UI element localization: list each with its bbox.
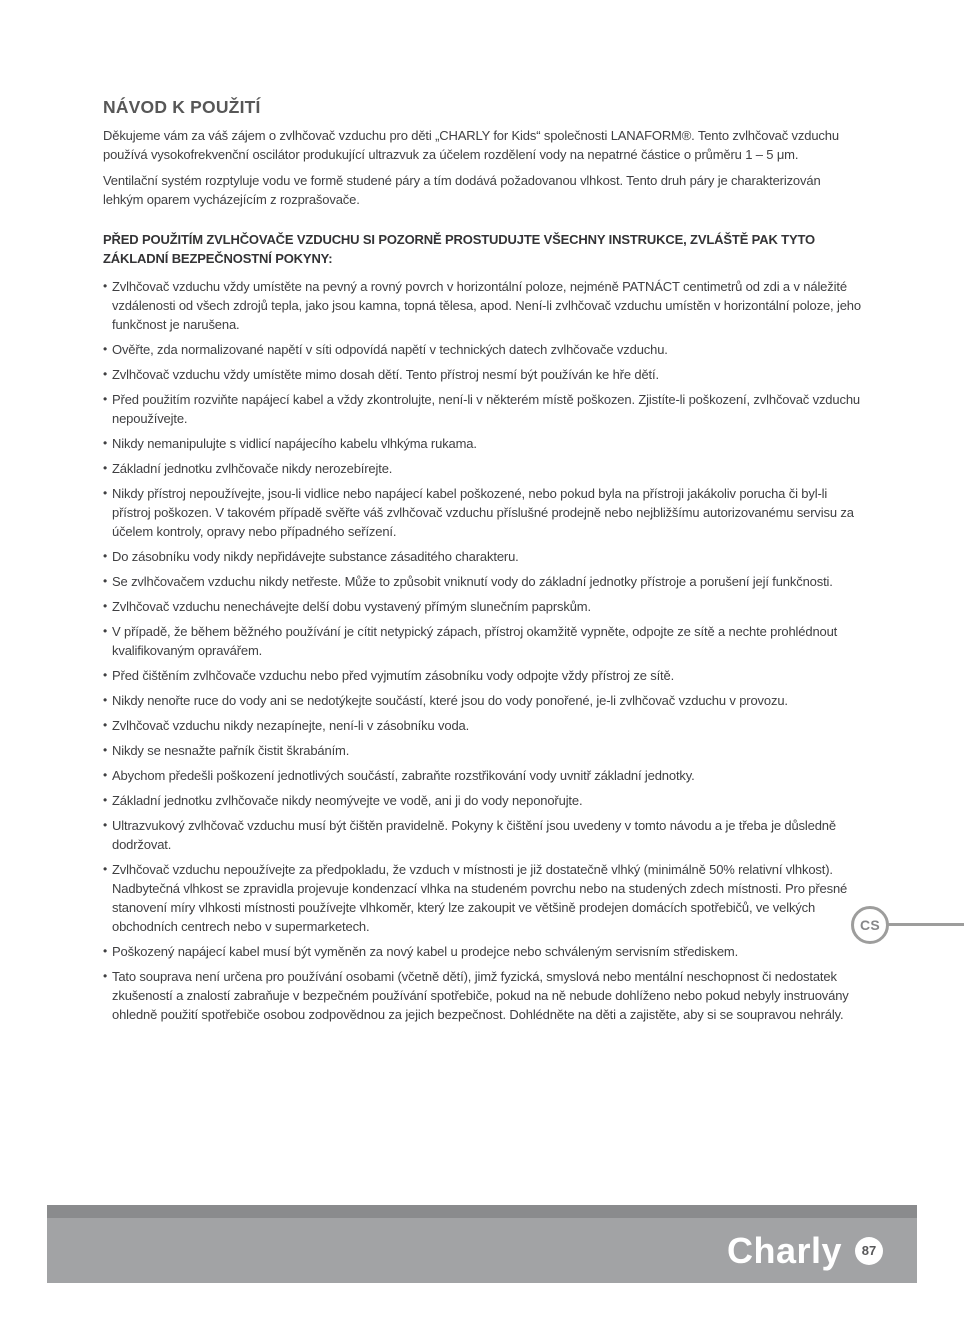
intro-paragraph: Ventilační systém rozptyluje vodu ve formě studené páry a tím dodává požadovanou vlhkost. Tento druh páry je charakterizován lehkým oparem vycházejícím z rozprašovače.	[103, 173, 821, 207]
safety-list	[103, 277, 863, 1024]
safety-instruction	[103, 572, 863, 591]
safety-instruction-text: Základní jednotku zvlhčovače nikdy neomývejte ve vodě, ani ji do vody neponořujte.	[112, 793, 583, 808]
safety-instruction-note: Nadbytečná vlhkost se zpravidla projevuje kondenzací vlhka na studeném povrchu nebo na studených zdech místnosti. Pro přesné stanovení míry vlhkosti místnosti používejte vlhkoměr, který lze zakoupit ve většině prodejen domácích spotřebičů, ve velkých obchodních centrech nebo v supermarketech.	[112, 881, 848, 934]
safety-instruction	[103, 942, 863, 961]
safety-instruction-text: Tato souprava není určena pro používání osobami (včetně dětí), jimž fyzická, smyslová nebo mentální neschopnost či nedostatek zkušeností a znalostí zabraňuje v bezpečném používání spotřebiče, pokud na ně nebude dohlíženo nebo pokud nebyly instruovány ohledně použití spotřebiče osobou zodpovědnou za jejich bezpečnost. Dohlédněte na děti a zajistěte, aby si se soupravou nehrály.	[112, 969, 849, 1022]
safety-instruction-text: Poškozený napájecí kabel musí být vyměněn za nový kabel u prodejce nebo schváleným servisním střediskem.	[112, 944, 739, 959]
safety-instruction-text: Nikdy přístroj nepoužívejte, jsou-li vidlice nebo napájecí kabel poškozené, nebo pokud byla na přístroji jakákoliv porucha či byl-li přístroj poškozen. V takovém případě svěřte váš zvlhčovač vzduchu příslušné prodejně nebo nejbližšímu autorizovanému servisu za účelem kontroly, opravy nebo případného seřízení.	[112, 486, 854, 539]
safety-instruction	[103, 365, 863, 384]
safety-instruction	[103, 434, 863, 453]
safety-instruction-text: Ultrazvukový zvlhčovač vzduchu musí být čištěn pravidelně. Pokyny k čištění jsou uvedeny v tomto návodu a je třeba je důsledně dodržovat.	[112, 818, 836, 852]
safety-instruction-text: V případě, že během běžného používání je cítit netypický zápach, přístroj okamžitě vypněte, odpojte ze sítě a nechte prohlédnout kvalifikovaným opravářem.	[112, 624, 838, 658]
safety-instruction	[103, 716, 863, 735]
safety-instruction	[103, 390, 863, 428]
safety-instruction-text: Nikdy nemanipulujte s vidlicí napájecího kabelu vlhkýma rukama.	[112, 436, 477, 451]
safety-instruction	[103, 277, 863, 334]
safety-instruction-text: Před použitím rozviňte napájecí kabel a vždy zkontrolujte, není-li v některém místě poškozen. Zjistíte-li poškození, zvlhčovač vzduchu nepoužívejte.	[112, 392, 860, 426]
safety-instruction	[103, 484, 863, 541]
safety-instruction-text: Základní jednotku zvlhčovače nikdy nerozebírejte.	[112, 461, 393, 476]
safety-instruction-text: Nikdy se nesnažte pařník čistit škrabáním.	[112, 743, 350, 758]
brand-logo: Charly	[726, 1229, 842, 1271]
page-title: NÁVOD K POUŽITÍ	[103, 97, 261, 117]
safety-instruction-text: Zvlhčovač vzduchu nenechávejte delší dobu vystavený přímým slunečním paprskům.	[112, 599, 591, 614]
safety-instruction-text: Se zvlhčovačem vzduchu nikdy netřeste. Může to způsobit vniknutí vody do základní jednotky přístroje a porušení její funkčnosti.	[112, 574, 833, 589]
safety-instruction	[103, 766, 863, 785]
footer-top-strip	[47, 1205, 917, 1218]
safety-instruction	[103, 597, 863, 616]
safety-instruction	[103, 860, 863, 936]
page-footer	[47, 1205, 917, 1283]
safety-instruction	[103, 547, 863, 566]
safety-instruction-text: Zvlhčovač vzduchu nepoužívejte za předpokladu, že vzduch v místnosti je již dostatečně vlhký (minimálně 50% relativní vlhkost).	[112, 862, 833, 877]
safety-instruction	[103, 691, 863, 710]
safety-instruction-text: Před čištěním zvlhčovače vzduchu nebo před vyjmutím zásobníku vody odpojte vždy přístroj ze sítě.	[112, 668, 675, 683]
safety-instruction	[103, 791, 863, 810]
safety-instruction-text: Zvlhčovač vzduchu vždy umístěte mimo dosah dětí. Tento přístroj nesmí být používán ke hře dětí.	[112, 367, 659, 382]
safety-instruction	[103, 741, 863, 760]
intro-section	[103, 126, 863, 209]
page-content	[103, 98, 863, 1030]
safety-instruction-text: Zvlhčovač vzduchu vždy umístěte na pevný a rovný povrch v horizontální poloze, nejméně PATNÁCT centimetrů od zdi a v náležité vzdálenosti od všech zdrojů tepla, jako jsou kamna, topná tělesa, apod. Není-li zvlhčovač vzduchu umístěn v horizontální poloze, jeho funkčnost je narušena.	[112, 279, 861, 332]
safety-instruction	[103, 666, 863, 685]
intro-paragraph: Děkujeme vám za váš zájem o zvlhčovač vzduchu pro děti „CHARLY for Kids“ společnosti LANAFORM®. Tento zvlhčovač vzduchu používá vysokofrekvenční oscilátor produkující ultrazvuk za účelem rozdělení vody na nepatrné částice o průměru 1 – 5 μm.	[103, 128, 839, 162]
safety-heading: PŘED POUŽITÍM ZVLHČOVAČE VZDUCHU SI POZORNĚ PROSTUDUJTE VŠECHNY INSTRUKCE, ZVLÁŠTĚ PAK TYTO ZÁKLADNÍ BEZPEČNOSTNÍ POKYNY:	[103, 232, 816, 266]
safety-instruction	[103, 459, 863, 478]
safety-instruction	[103, 622, 863, 660]
safety-instruction-text: Ověřte, zda normalizované napětí v síti odpovídá napětí v technických datech zvlhčovače vzduchu.	[112, 342, 668, 357]
safety-instruction	[103, 340, 863, 359]
footer-band	[47, 1218, 917, 1283]
safety-instruction-text: Nikdy nenořte ruce do vody ani se nedotýkejte součástí, které jsou do vody ponořené, je-li zvlhčovač vzduchu v provozu.	[112, 693, 788, 708]
language-badge-rule	[884, 923, 964, 926]
safety-instruction-text: Abychom předešli poškození jednotlivých součástí, zabraňte rozstřikování vody uvnitř základní jednotky.	[112, 768, 695, 783]
safety-instruction	[103, 967, 863, 1024]
language-badge: CS	[851, 906, 889, 944]
page-number-badge: 87	[855, 1237, 883, 1265]
safety-instruction	[103, 816, 863, 854]
safety-instruction-text: Zvlhčovač vzduchu nikdy nezapínejte, není-li v zásobníku voda.	[112, 718, 470, 733]
safety-instruction-text: Do zásobníku vody nikdy nepřidávejte substance zásaditého charakteru.	[112, 549, 519, 564]
